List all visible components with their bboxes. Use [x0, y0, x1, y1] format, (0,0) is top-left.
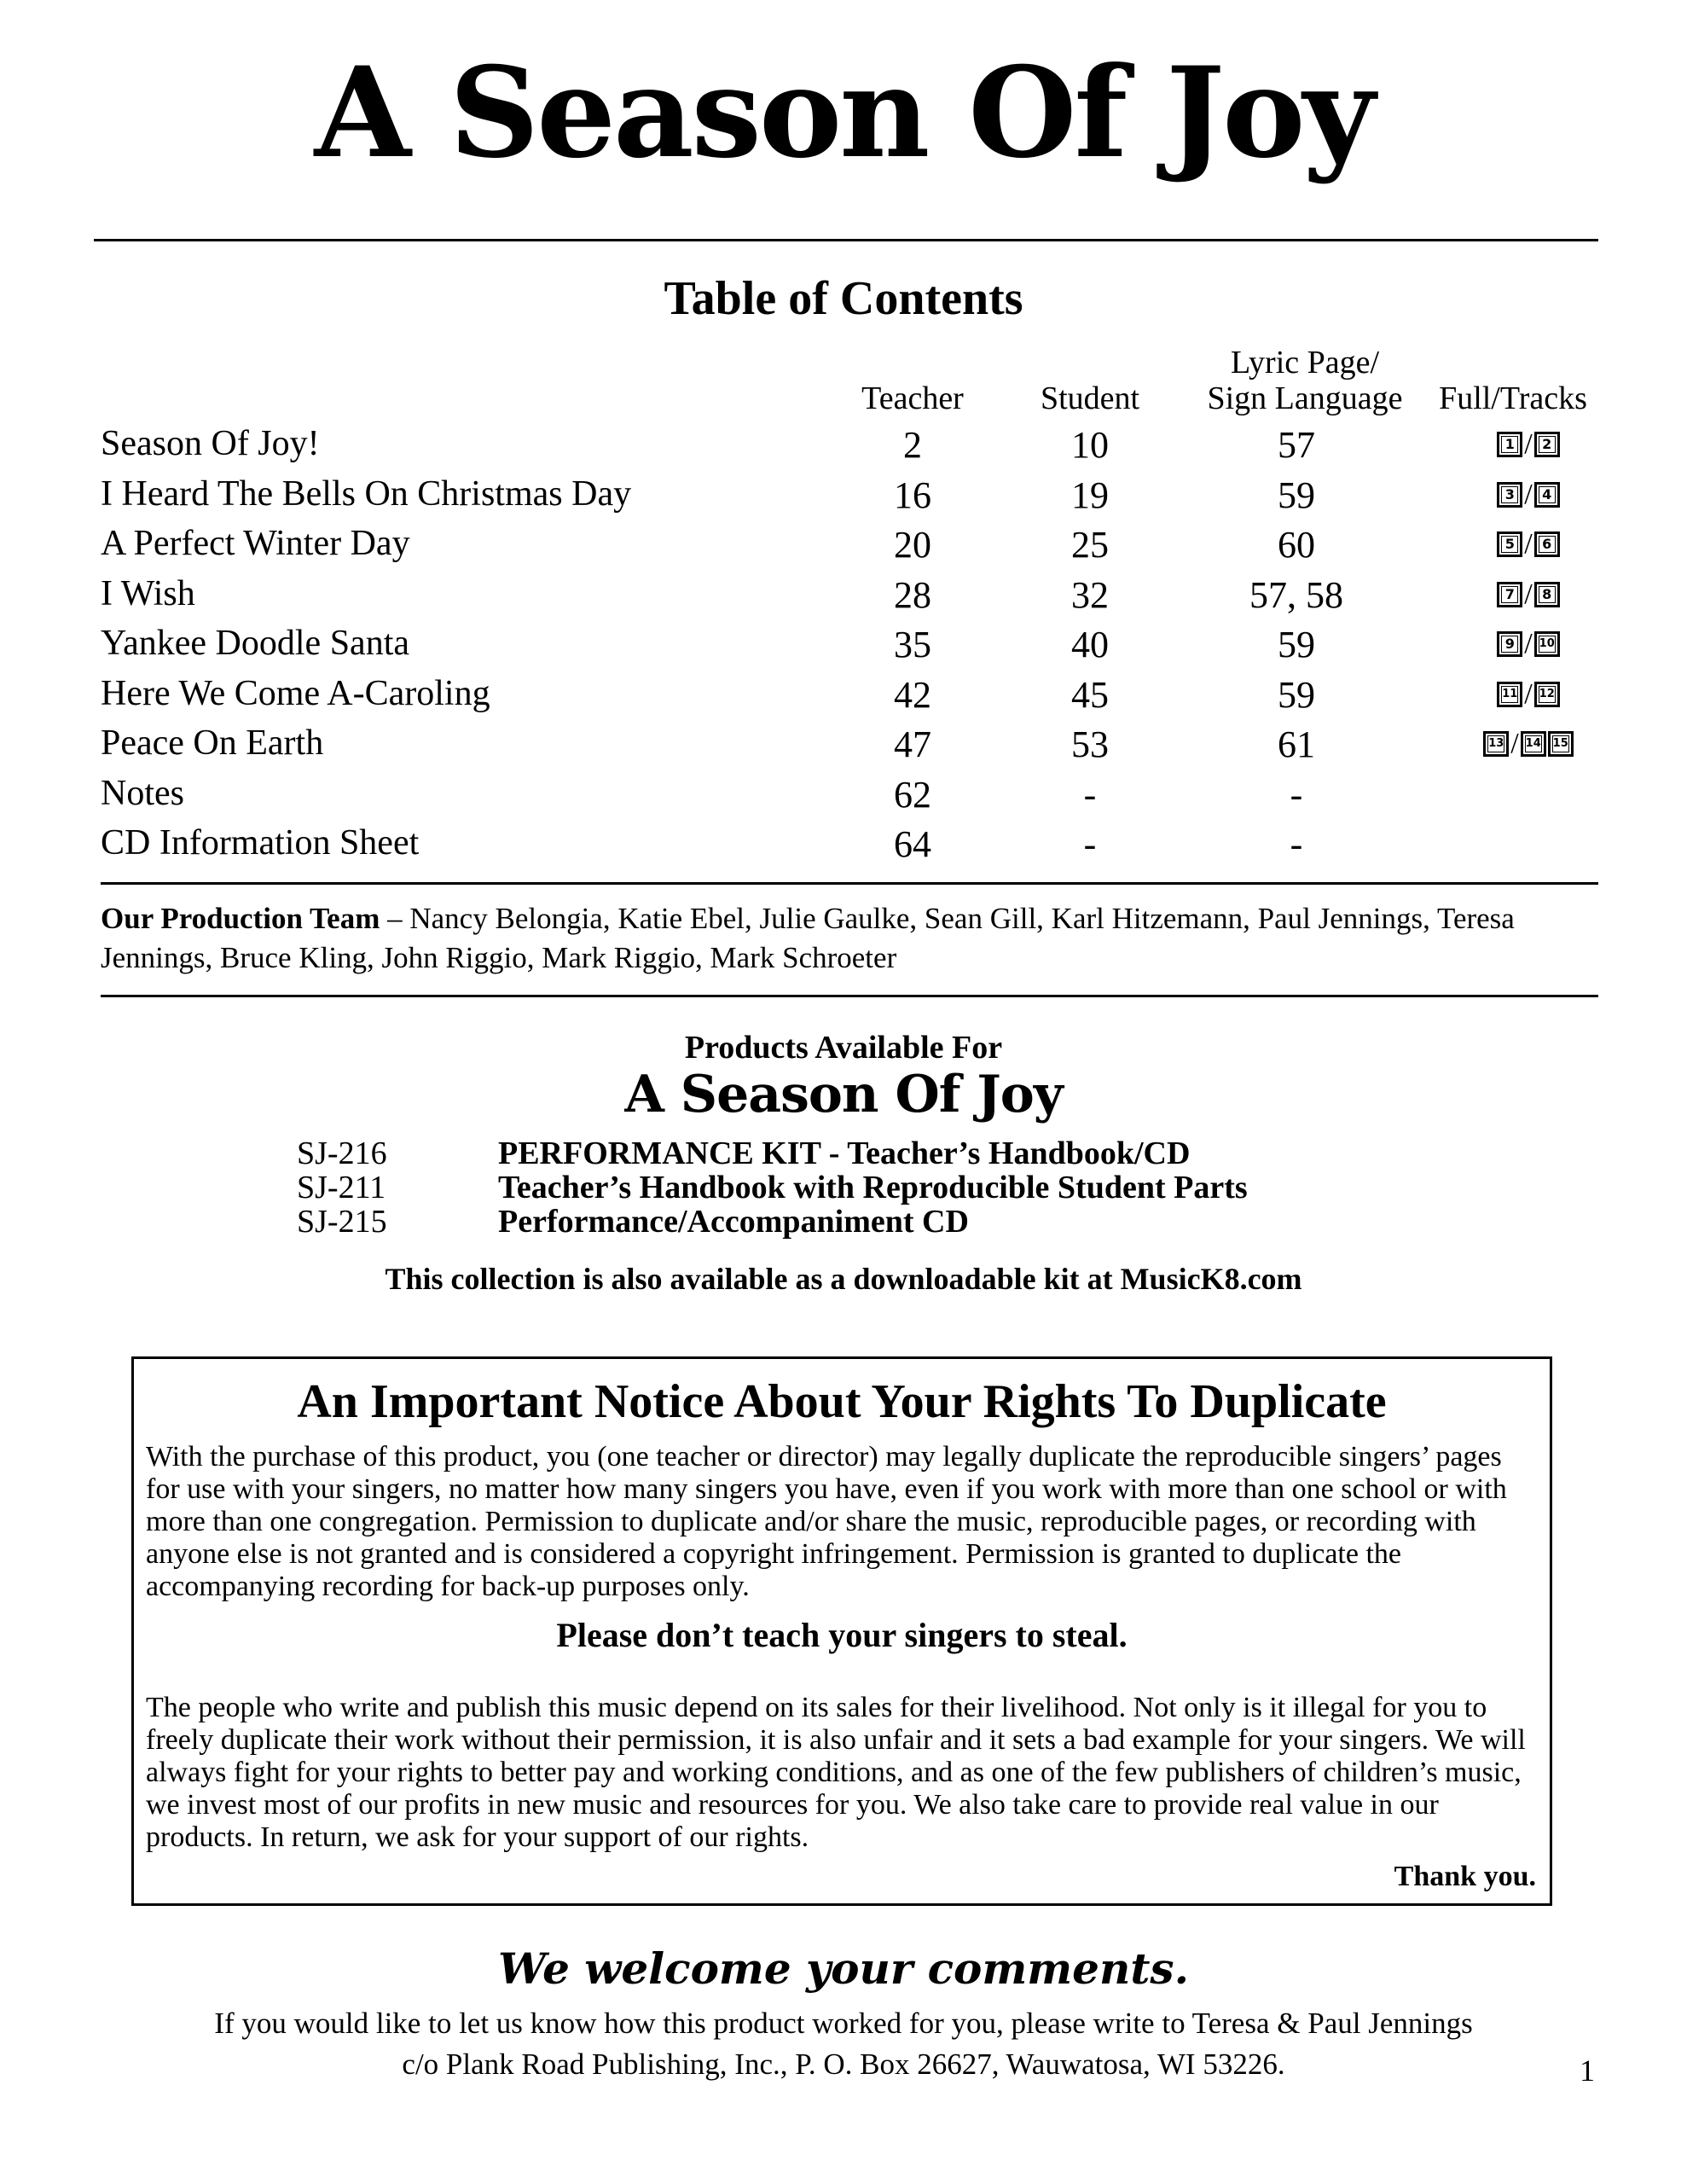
cd-track-icon: 7 [1497, 582, 1522, 607]
team-divider [101, 995, 1598, 997]
toc-tracks [1443, 578, 1614, 611]
toc-tracks [1443, 528, 1614, 561]
cd-track-icon: 14 [1521, 731, 1546, 757]
toc-teacher-page: 62 [894, 773, 931, 816]
toc-tracks [1443, 728, 1614, 760]
production-team-dash: – [380, 902, 410, 935]
toc-divider [101, 882, 1598, 885]
toc-song-title: Notes [101, 773, 184, 813]
cd-track-icon: 15 [1548, 731, 1574, 757]
toc-lyric-page: 59 [1278, 624, 1315, 665]
download-note: This collection is also available as a downloadable kit at MusicK8.com [385, 1262, 1302, 1296]
cd-track-icon: 9 [1497, 631, 1522, 657]
track-separator: / [1524, 578, 1533, 610]
toc-student-page: 45 [1071, 673, 1109, 716]
toc-song-title: Peace On Earth [101, 723, 324, 763]
toc-student-page: 10 [1071, 424, 1109, 466]
toc-student-page: 32 [1071, 573, 1109, 616]
toc-row [101, 723, 1602, 772]
toc-song-title: CD Information Sheet [101, 823, 420, 863]
toc-teacher-page: 42 [894, 673, 931, 716]
cd-track-icon: 8 [1534, 582, 1560, 607]
toc-student-page: 25 [1071, 524, 1109, 566]
toc-row [101, 573, 1602, 623]
toc-song-title: I Heard The Bells On Christmas Day [101, 473, 632, 514]
product-code: SJ-216 [297, 1136, 387, 1171]
col-head-lyric [1177, 345, 1433, 416]
toc-teacher-page: 16 [894, 473, 931, 516]
notice-paragraph-1: With the purchase of this product, you (one teacher or director) may legally duplicate the reproducible singers’ pages for use with your singers, no matter how many singers you have, even if you work with more than one school or with more than one congregation. Permission to duplicate and/or share the music, reproducible pages, or recording with anyone else is not granted and is considered a copyright infringement. Permission is granted to duplicate the accompanying recording for back-up purposes only. [146, 1441, 1507, 1602]
toc-teacher-page: 20 [894, 524, 931, 566]
footer-line-2: c/o Plank Road Publishing, Inc., P. O. Box 26627, Wauwatosa, WI 53226. [402, 2048, 1285, 2081]
footer-line-1: If you would like to let us know how this product worked for you, please write to Teresa & Paul Jennings [214, 2007, 1473, 2040]
product-code: SJ-215 [297, 1204, 387, 1240]
toc-student-page: 40 [1071, 624, 1109, 665]
toc-teacher-page: 35 [894, 624, 931, 665]
product-code: SJ-211 [297, 1170, 386, 1205]
toc-song-title: I Wish [101, 573, 195, 613]
toc-song-title: Here We Come A-Caroling [101, 673, 490, 713]
toc-lyric-page: 61 [1278, 723, 1315, 765]
toc-teacher-page: 28 [894, 573, 931, 616]
products-heading: Products Available For [684, 1030, 1003, 1066]
col-head-teacher: Teacher [861, 380, 964, 416]
toc-lyric-page: 60 [1278, 524, 1315, 566]
toc-song-title: A Perfect Winter Day [101, 524, 410, 563]
track-separator: / [1524, 677, 1533, 710]
notice-thanks: Thank you. [1394, 1861, 1536, 1892]
cd-track-icon: 13 [1483, 731, 1509, 757]
title-divider [94, 239, 1598, 241]
cd-track-icon: 1 [1497, 432, 1522, 457]
col-head-lyric-line2: Sign Language [1207, 380, 1403, 416]
toc-heading: Table of Contents [664, 272, 1023, 325]
toc-student-page: - [1083, 773, 1097, 816]
toc-lyric-page: - [1290, 773, 1303, 816]
toc-teacher-page: 2 [903, 424, 922, 466]
col-head-lyric-line1: Lyric Page/ [1230, 345, 1380, 380]
toc-lyric-page: 59 [1278, 673, 1315, 716]
toc-student-page: 19 [1071, 473, 1109, 516]
toc-lyric-page: 59 [1278, 473, 1315, 516]
production-team-members: Nancy Belongia, Katie Ebel, Julie Gaulke, Sean Gill, Karl Hitzemann, Paul Jennings, Teresa Jennings, Bruce Kling, John Riggio, Mark Riggio, Mark Schroeter [101, 902, 1515, 974]
page-number: 1 [1580, 2053, 1595, 2088]
cd-track-icon: 12 [1534, 682, 1560, 707]
toc-song-title: Season Of Joy! [101, 424, 320, 463]
page-title: A Season Of Joy [314, 40, 1373, 186]
cd-track-icon: 2 [1534, 432, 1560, 457]
track-separator: / [1510, 728, 1519, 759]
cd-track-icon: 4 [1534, 482, 1560, 508]
col-head-student: Student [1040, 380, 1140, 416]
welcome-comments: We welcome your comments. [498, 1943, 1189, 1994]
toc-teacher-page: 64 [894, 823, 931, 865]
toc-tracks [1443, 628, 1614, 660]
notice-title: An Important Notice About Your Rights To Duplicate [297, 1375, 1387, 1428]
track-separator: / [1524, 528, 1533, 560]
toc-tracks [1443, 428, 1614, 461]
toc-row [101, 423, 1602, 473]
track-separator: / [1524, 478, 1533, 510]
toc-lyric-page: 57, 58 [1249, 573, 1343, 616]
toc-teacher-page: 47 [894, 723, 931, 765]
rights-notice-box [131, 1356, 1552, 1906]
col-head-tracks: Full/Tracks [1439, 380, 1587, 416]
toc-row [101, 623, 1602, 672]
toc-row [101, 523, 1602, 572]
track-separator: / [1524, 428, 1533, 460]
cd-track-icon: 6 [1534, 531, 1560, 557]
toc-tracks [1443, 678, 1614, 711]
production-team-label: Our Production Team [101, 902, 380, 935]
product-desc: PERFORMANCE KIT - Teacher’s Handbook/CD [498, 1136, 1191, 1171]
toc-student-page: 53 [1071, 723, 1109, 765]
cd-track-icon: 3 [1497, 482, 1522, 508]
cd-track-icon: 5 [1497, 531, 1522, 557]
toc-song-title: Yankee Doodle Santa [101, 624, 410, 663]
cd-track-icon: 10 [1534, 631, 1560, 657]
cd-track-icon: 11 [1497, 682, 1522, 707]
toc-student-page: - [1083, 823, 1097, 865]
toc-row [101, 673, 1602, 723]
notice-steal-line: Please don’t teach your singers to steal. [556, 1616, 1128, 1654]
product-desc: Teacher’s Handbook with Reproducible Student Parts [498, 1170, 1248, 1205]
toc-row [101, 822, 1602, 872]
toc-row [101, 773, 1602, 822]
track-separator: / [1524, 628, 1533, 659]
production-team [101, 899, 1602, 978]
notice-paragraph-2: The people who write and publish this music depend on its sales for their livelihood. Not only is it illegal for you to freely duplicate their work without their permission, it is also unfair and it sets a bad example for your singers. We will always fight for your rights to better pay and working conditions, and as one of the few publishers of children’s music, we invest most of our profits in new music and resources for you. We also take care to provide real value in our products. In return, we ask for your support of our rights. [146, 1692, 1526, 1853]
toc-row [101, 473, 1602, 523]
products-title: A Season Of Joy [624, 1065, 1063, 1124]
toc-tracks [1443, 479, 1614, 511]
product-desc: Performance/Accompaniment CD [498, 1204, 969, 1240]
toc-lyric-page: 57 [1278, 424, 1315, 466]
toc-lyric-page: - [1290, 823, 1303, 865]
